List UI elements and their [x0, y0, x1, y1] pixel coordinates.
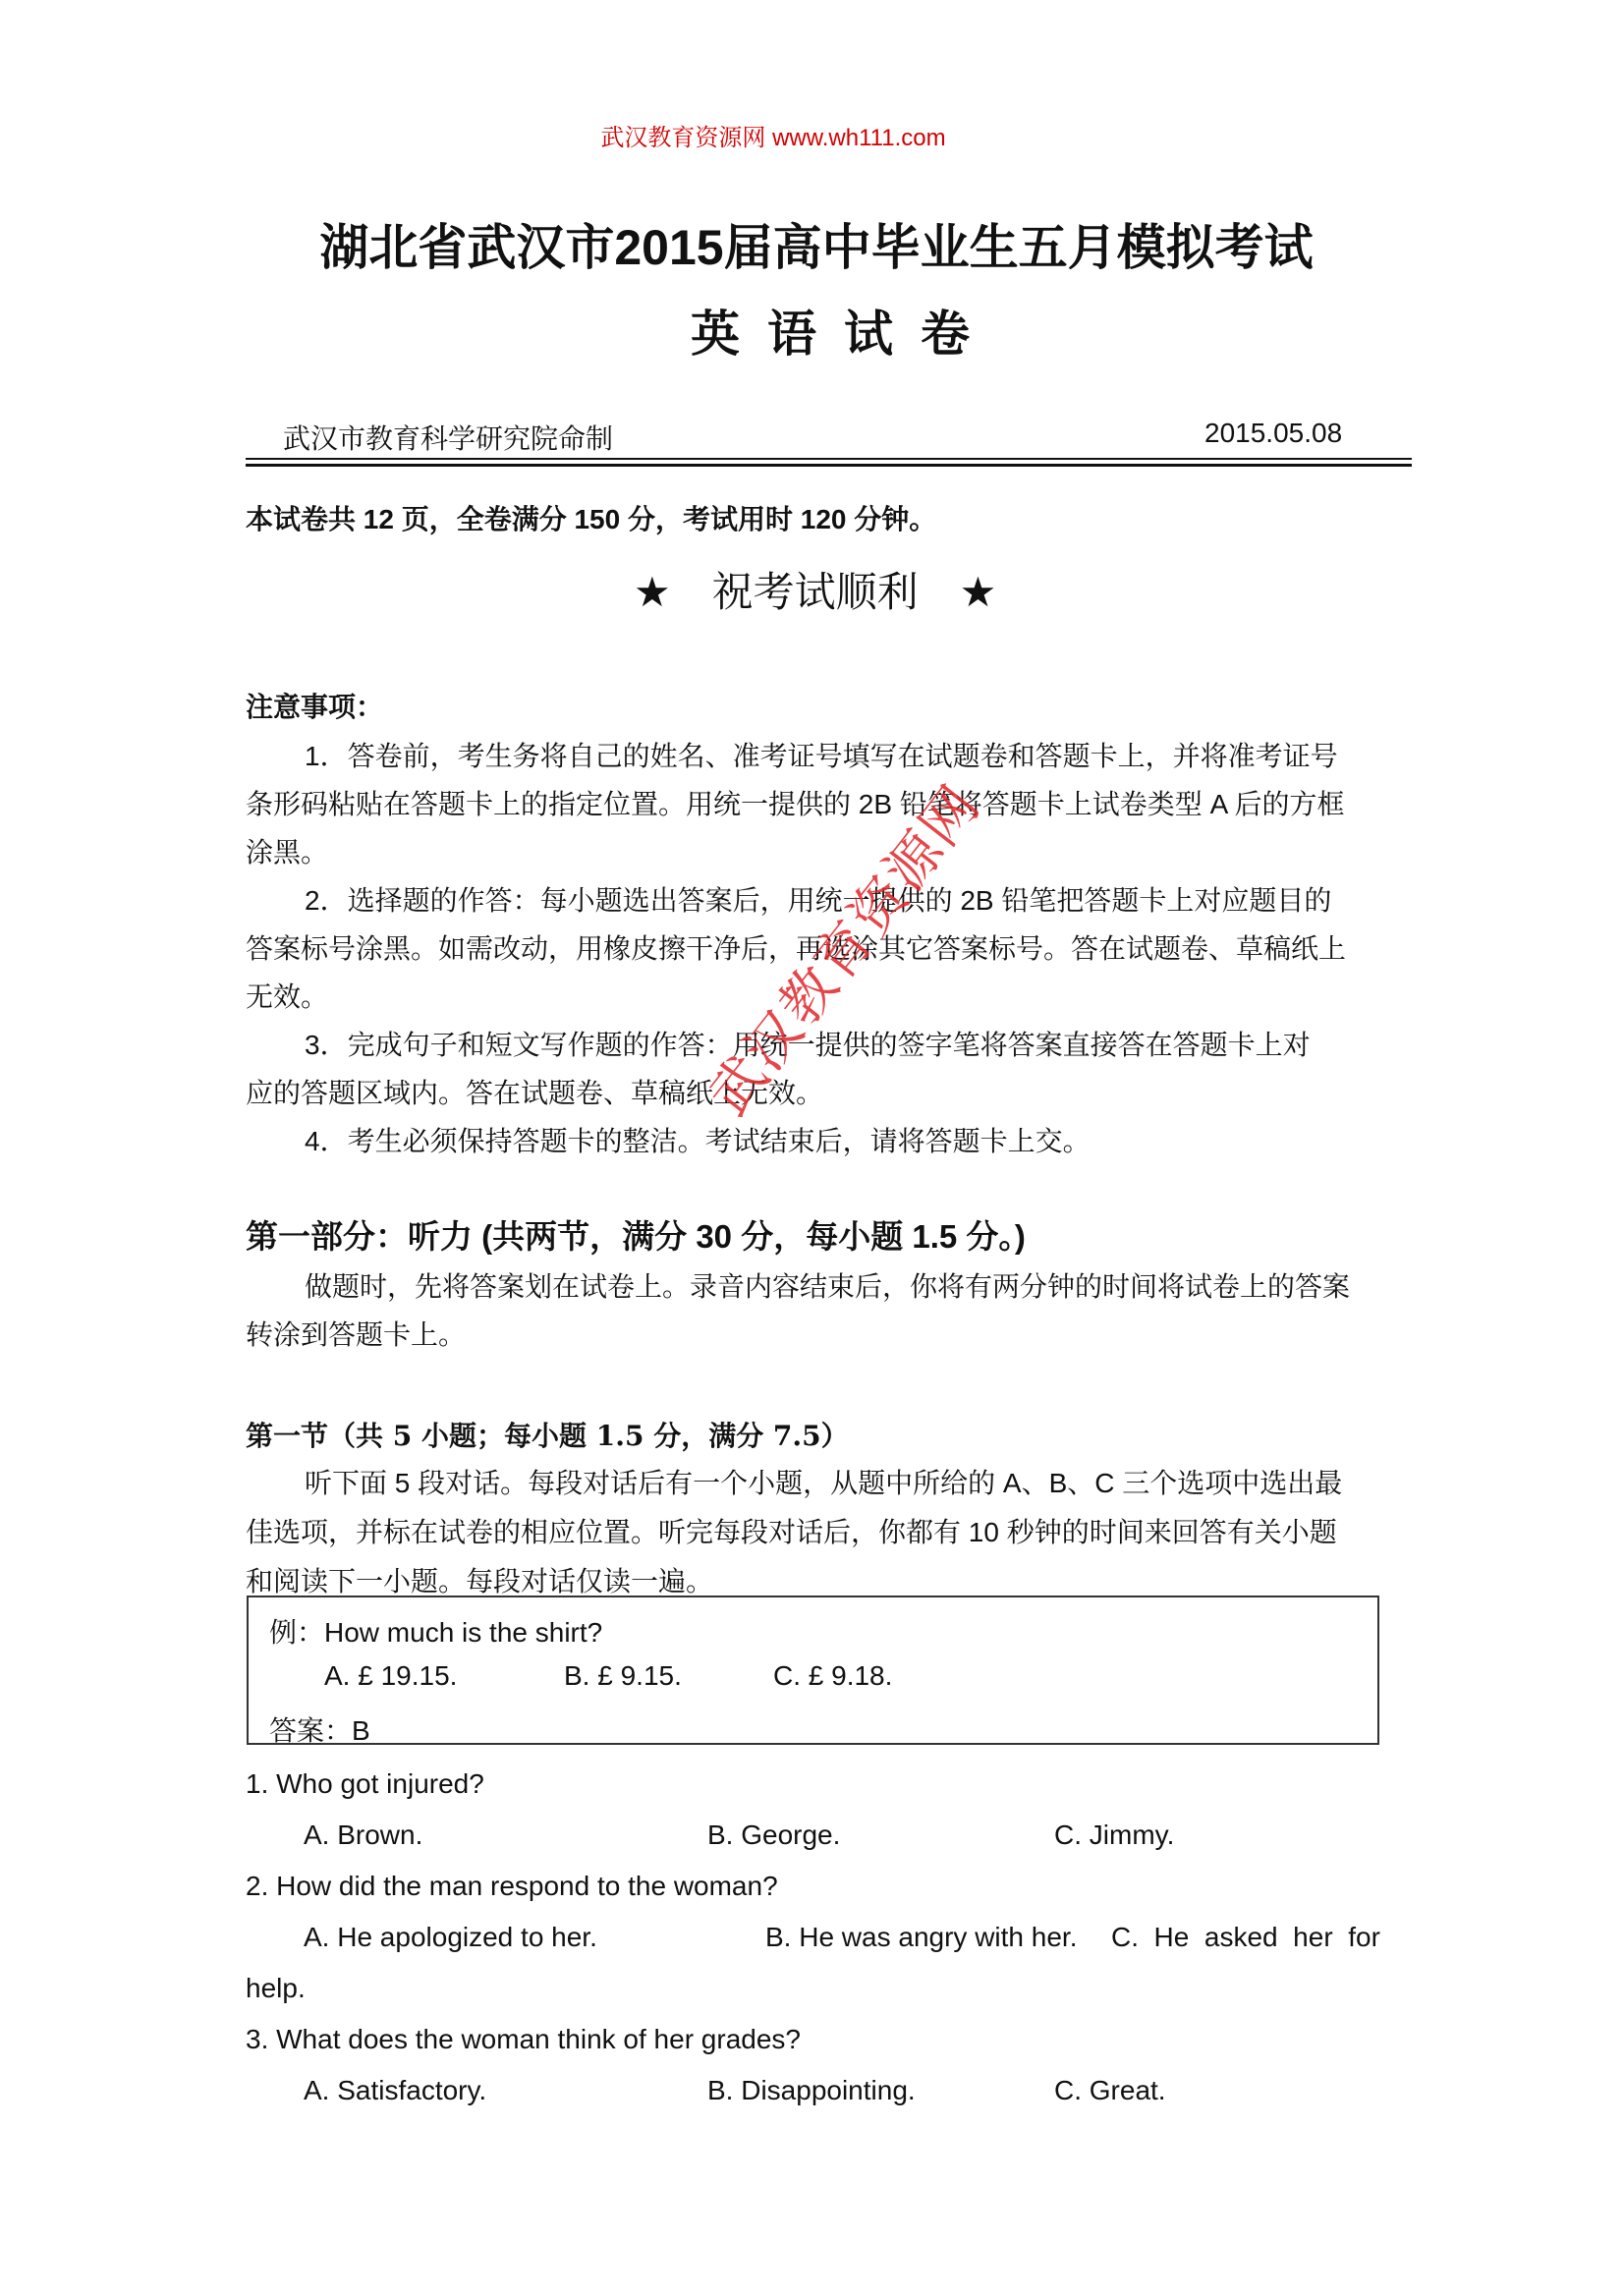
question-3-stem: 3. What does the woman think of her grades?	[246, 2024, 801, 2054]
note-item-1-line3: 涂黑。	[246, 837, 329, 868]
question-2-option-c: C. He asked her for	[1111, 1922, 1380, 1952]
part1-heading: 第一部分：听力 (共两节，满分 30 分，每小题 1.5 分。)	[246, 1218, 1026, 1255]
example-option-a: A. £ 19.15.	[324, 1660, 458, 1691]
part1-instruction-line2: 转涂到答题卡上。	[246, 1319, 467, 1350]
question-2-option-c-continued: help.	[246, 1973, 306, 2003]
blessing-text: 祝考试顺利	[711, 568, 919, 616]
note-item-1-line2: 条形码粘贴在答题卡上的指定位置。用统一提供的 2B 铅笔将答题卡上试卷类型 A 后的方框	[246, 789, 1345, 819]
star-icon: ★	[634, 568, 671, 616]
question-1-option-c: C. Jimmy.	[1054, 1820, 1175, 1850]
note-item-1-line1: 1．答卷前，考生务将自己的姓名、准考证号填写在试题卷和答题卡上，并将准考证号	[305, 741, 1338, 771]
question-3-option-b: B. Disappointing.	[707, 2075, 916, 2105]
question-2-option-b: B. He was angry with her.	[765, 1922, 1078, 1952]
question-1-stem: 1. Who got injured?	[246, 1768, 484, 1799]
example-box	[247, 1596, 1379, 1745]
notes-heading: 注意事项：	[246, 691, 384, 723]
note-item-2-line1: 2．选择题的作答：每小题选出答案后，用统一提供的 2B 铅笔把答题卡上对应题目的	[305, 885, 1332, 916]
exam-subtitle: 英语试卷	[691, 307, 997, 362]
header-rule-thick	[246, 464, 1412, 467]
exam-title: 湖北省武汉市2015届高中毕业生五月模拟考试	[319, 220, 1314, 275]
note-item-2-line2: 答案标号涂黑。如需改动，用橡皮擦干净后，再选涂其它答案标号。答在试题卷、草稿纸上	[246, 933, 1347, 964]
example-answer: 答案：B	[269, 1715, 370, 1746]
section1-instruction-line1: 听下面 5 段对话。每段对话后有一个小题，从题中所给的 A、B、C 三个选项中选出最	[305, 1468, 1343, 1498]
watermark-stamp: 武汉教育资源网	[697, 773, 993, 1128]
section1-instruction-line3: 和阅读下一小题。每段对话仅读一遍。	[246, 1566, 714, 1596]
site-link-header[interactable]: 武汉教育资源网 www.wh111.com	[600, 125, 946, 151]
note-item-4: 4．考生必须保持答题卡的整洁。考试结束后，请将答题卡上交。	[305, 1126, 1091, 1156]
section1-instruction-line2: 佳选项，并标在试卷的相应位置。听完每段对话后，你都有 10 秒钟的时间来回答有关小题	[246, 1517, 1337, 1547]
organizer: 武汉市教育科学研究院命制	[283, 423, 614, 454]
blessing-line	[634, 560, 996, 619]
question-3-option-c: C. Great.	[1054, 2075, 1166, 2105]
question-2-stem: 2. How did the man respond to the woman?	[246, 1871, 778, 1901]
header-rule-thin	[246, 458, 1412, 460]
exam-info: 本试卷共 12 页，全卷满分 150 分，考试用时 120 分钟。	[246, 504, 937, 534]
question-1-option-a: A. Brown.	[304, 1820, 423, 1850]
section1-heading: 第一节（共 5 小题；每小题 1.5 分，满分 7.5）	[246, 1420, 849, 1452]
example-question: 例：How much is the shirt?	[269, 1617, 603, 1648]
note-item-3-line2: 应的答题区域内。答在试题卷、草稿纸上无效。	[246, 1078, 824, 1108]
question-2-option-a: A. He apologized to her.	[304, 1922, 597, 1952]
star-icon: ★	[959, 568, 997, 616]
example-option-b: B. £ 9.15.	[564, 1660, 682, 1691]
question-3-option-a: A. Satisfactory.	[304, 2075, 487, 2105]
part1-instruction-line1: 做题时，先将答案划在试卷上。录音内容结束后，你将有两分钟的时间将试卷上的答案	[305, 1271, 1351, 1302]
note-item-3-line1: 3．完成句子和短文写作题的作答：用统一提供的签字笔将答案直接答在答题卡上对	[305, 1030, 1311, 1060]
note-item-2-line3: 无效。	[246, 981, 329, 1012]
exam-date: 2015.05.08	[1204, 418, 1343, 448]
question-1-option-b: B. George.	[707, 1820, 841, 1850]
example-option-c: C. £ 9.18.	[773, 1660, 893, 1691]
